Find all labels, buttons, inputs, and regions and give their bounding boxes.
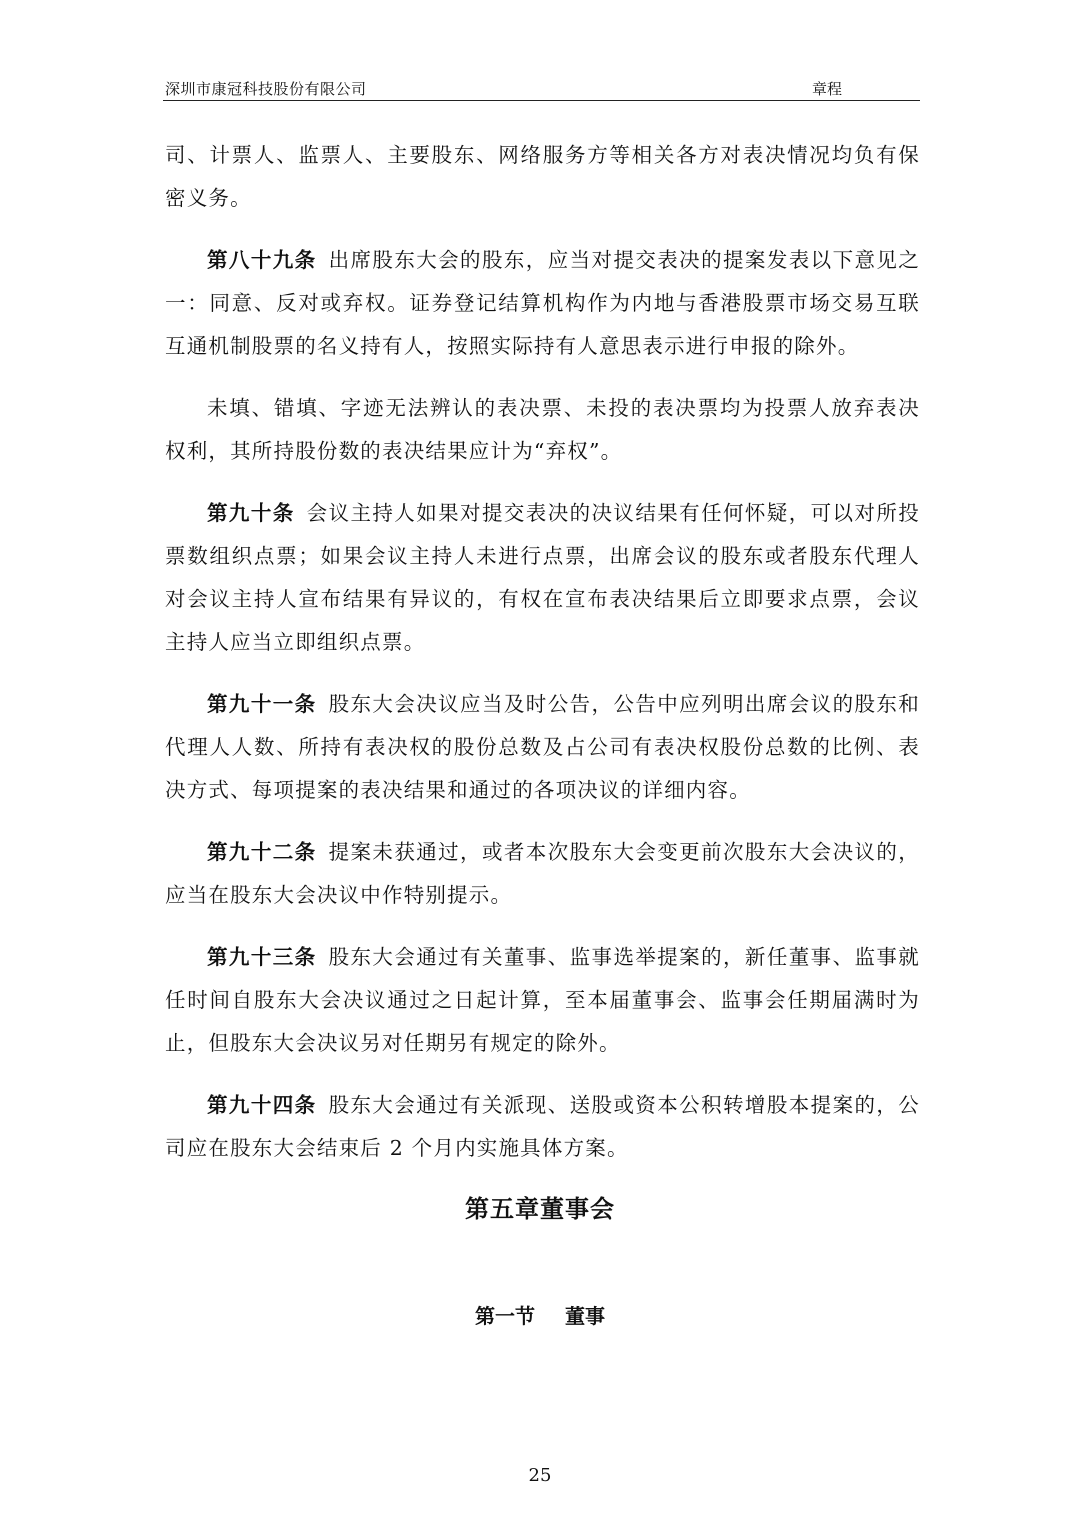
chapter-title: 第五章董事会 [465, 1194, 615, 1223]
header-company-name: 深圳市康冠科技股份有限公司 [165, 80, 367, 98]
article-number: 第九十二条 [207, 840, 317, 864]
paragraph-text: 股东大会通过有关董事、监事选举提案的，新任董事、监事就任时间自股东大会决议通过之日起计算，至本届董事会、监事会任期届满时为止，但股东大会决议另对任期另有规定的除外。 [165, 945, 921, 1055]
section-number: 第一节 [475, 1304, 535, 1328]
article-94 [165, 1084, 920, 1170]
article-number: 第九十三条 [207, 945, 317, 969]
article-number: 第九十条 [207, 501, 295, 525]
article-89 [165, 239, 920, 368]
section-name: 董事 [565, 1304, 605, 1328]
paragraph-invalid-ballots [165, 387, 920, 473]
paragraph-text: 提案未获通过，或者本次股东大会变更前次股东大会决议的，应当在股东大会决议中作特别提示。 [165, 840, 921, 907]
paragraph-text: 出席股东大会的股东，应当对提交表决的提案发表以下意见之一：同意、反对或弃权。证券登记结算机构作为内地与香港股票市场交易互联互通机制股票的名义持有人，按照实际持有人意思表示进行申报的除外。 [165, 248, 921, 358]
header-document-type: 章程 [811, 80, 842, 98]
article-92 [165, 831, 920, 917]
paragraph-text: 股东大会决议应当及时公告，公告中应列明出席会议的股东和代理人人数、所持有表决权的股份总数及占公司有表决权股份总数的比例、表决方式、每项提案的表决结果和通过的各项决议的详细内容。 [165, 692, 921, 802]
page-number: 25 [528, 1465, 552, 1486]
article-93 [165, 936, 920, 1065]
article-number: 第九十一条 [207, 692, 317, 716]
article-number: 第八十九条 [207, 248, 317, 272]
page-header [163, 76, 920, 101]
section-title [0, 1300, 1080, 1329]
article-91 [165, 683, 920, 812]
paragraph-text: 司、计票人、监票人、主要股东、网络服务方等相关各方对表决情况均负有保密义务。 [165, 143, 920, 210]
article-90 [165, 492, 920, 664]
article-number: 第九十四条 [207, 1093, 317, 1117]
paragraph-text: 股东大会通过有关派现、送股或资本公积转增股本提案的，公司应在股东大会结束后 2 个月内实施具体方案。 [165, 1093, 921, 1160]
paragraph-text: 未填、错填、字迹无法辨认的表决票、未投的表决票均为投票人放弃表决权利，其所持股份数的表决结果应计为“弃权”。 [165, 396, 920, 463]
paragraph-confidentiality-continuation [165, 134, 920, 220]
paragraph-text: 会议主持人如果对提交表决的决议结果有任何怀疑，可以对所投票数组织点票；如果会议主持人未进行点票，出席会议的股东或者股东代理人对会议主持人宣布结果有异议的，有权在宣布表决结果后立即要求点票，会议主持人应当立即组织点票。 [165, 501, 920, 654]
document-body [165, 134, 920, 1189]
